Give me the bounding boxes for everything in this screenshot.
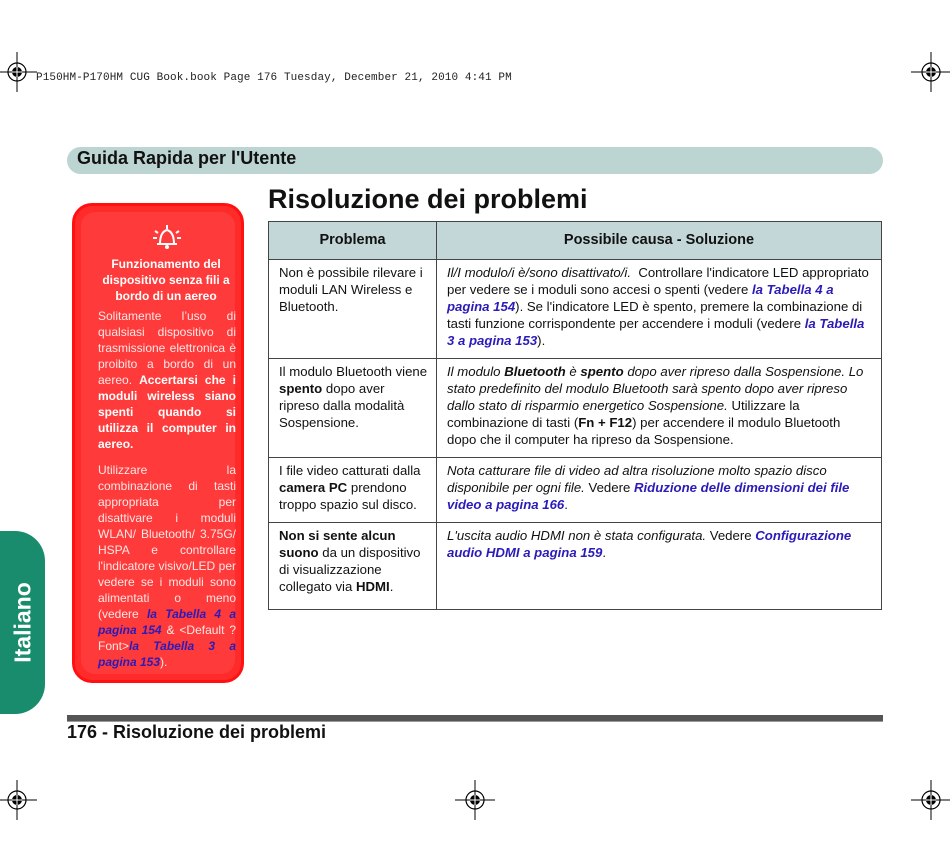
cause-text: Il modulo xyxy=(447,364,501,379)
note-text: ). xyxy=(160,655,168,669)
solution-text: . xyxy=(602,545,607,560)
solution-text: Vedere xyxy=(588,480,631,495)
page-footer: 176 - Risoluzione dei problemi xyxy=(67,722,327,742)
cause-emphasis: spento xyxy=(580,364,624,379)
problem-cell xyxy=(269,458,437,523)
link-riduzione-video[interactable]: Riduzione delle dimensioni dei file video a pagina 166 xyxy=(447,480,850,512)
link-tabella-4[interactable]: la Tabella 4 a pagina 154 xyxy=(447,282,834,314)
column-header-problem: Problema xyxy=(269,222,437,260)
solution-cell xyxy=(437,359,882,458)
cause-text: L'uscita audio HDMI non è stata configurata. xyxy=(447,528,707,543)
note-paragraph-1 xyxy=(98,308,236,452)
problem-cell xyxy=(269,523,437,610)
crop-mark-icon xyxy=(455,780,495,820)
table-header-row xyxy=(269,222,882,260)
table-row xyxy=(269,523,882,610)
key-combo: Fn + F12 xyxy=(578,415,633,430)
bell-icon xyxy=(151,222,183,252)
page-title: Risoluzione dei problemi xyxy=(268,184,588,214)
note-text: Solitamente l’uso di qualsiasi dispositivo di trasmissione elettronica è proibito a bordo di un aereo. xyxy=(98,309,236,387)
cause-text: è xyxy=(569,364,577,379)
problem-cell xyxy=(269,359,437,458)
link-configurazione-hdmi[interactable]: Configurazione audio HDMI a pagina 159 xyxy=(447,528,852,560)
problem-text: da un dispositivo di visualizzazione collegato via xyxy=(279,545,421,594)
table-row xyxy=(269,260,882,359)
cause-text: dopo aver ripreso dalla Sospensione. Lo stato predefinito del modulo Bluetooth sarà spento dopo aver ripreso dallo stato di risparmio energetico Sospensione. xyxy=(447,364,864,413)
crop-mark-icon xyxy=(0,780,37,820)
solution-cell xyxy=(437,523,882,610)
problem-text: Il modulo Bluetooth viene xyxy=(279,364,428,379)
language-tab xyxy=(0,531,45,714)
solution-text: Vedere xyxy=(709,528,752,543)
problem-text: Non è possibile rilevare i moduli LAN Wireless e Bluetooth. xyxy=(279,265,423,314)
print-header: P150HM-P170HM CUG Book.book Page 176 Tuesday, December 21, 2010 4:41 PM xyxy=(36,72,512,84)
solution-text: Utilizzare la combinazione di tasti ( xyxy=(447,398,800,430)
problem-text: dopo aver ripreso dalla modalità Sospensione. xyxy=(279,381,405,430)
link-tabella-3[interactable]: la Tabella 3 a pagina 153 xyxy=(98,639,236,669)
crop-mark-icon xyxy=(911,780,950,820)
note-text: & <Default ? Font> xyxy=(98,623,236,653)
airplane-wireless-note xyxy=(72,203,244,683)
note-paragraph-2 xyxy=(98,462,236,670)
column-header-solution: Possibile causa - Soluzione xyxy=(437,222,882,260)
solution-text: . xyxy=(564,497,568,512)
solution-cell xyxy=(437,458,882,523)
link-tabella-4[interactable]: la Tabella 4 a pagina 154 xyxy=(98,607,236,637)
problem-emphasis: HDMI xyxy=(355,579,390,594)
cause-emphasis: Bluetooth xyxy=(504,364,566,379)
crop-mark-icon xyxy=(0,52,37,92)
note-panel xyxy=(81,212,235,674)
table-row xyxy=(269,359,882,458)
solution-text: ). Se l'indicatore LED è spento, premere la combinazione di tasti funzione corrispondente per accendere i moduli (vedere xyxy=(447,299,863,331)
cause-text: Nota catturare file di video ad altra risoluzione molto spazio disco disponibile per ogni file. xyxy=(447,463,827,495)
note-text: Utilizzare la combinazione di tasti appropriata per disattivare i moduli WLAN/ Bluetooth/ 3.75G/ HSPA e controllare l'indicatore visivo/LED per vedere se i moduli sono alimentati o meno (vedere xyxy=(98,463,236,621)
note-warning: Accertarsi che i moduli wireless siano spenti quando si utilizza il computer in aereo. xyxy=(98,373,236,451)
language-tab-label: Italiano xyxy=(9,582,36,663)
cause-text: Il/I modulo/i è/sono disattivato/i. xyxy=(447,265,631,280)
solution-text: ) per accendere il modulo Bluetooth dopo che il computer ha ripreso da Sospensione. xyxy=(447,415,841,447)
note-heading: Funzionamento del dispositivo senza fili a bordo di un aereo xyxy=(102,257,230,303)
problem-text: . xyxy=(389,579,394,594)
crop-mark-icon xyxy=(911,52,950,92)
problem-text: I file video catturati dalla xyxy=(279,463,421,478)
troubleshooting-table xyxy=(268,221,882,610)
solution-cell xyxy=(437,260,882,359)
table-row xyxy=(269,458,882,523)
problem-cell xyxy=(269,260,437,359)
problem-emphasis: spento xyxy=(279,381,323,396)
solution-text: Controllare l'indicatore LED appropriato per vedere se i moduli sono accesi o spenti (vedere xyxy=(447,265,869,297)
band-title: Guida Rapida per l'Utente xyxy=(77,148,297,168)
problem-emphasis: Non si sente alcun suono xyxy=(279,528,396,560)
link-tabella-3[interactable]: la Tabella 3 a pagina 153 xyxy=(447,316,865,348)
problem-emphasis: camera PC xyxy=(279,480,348,495)
solution-text: ). xyxy=(537,333,546,348)
problem-text: prendono troppo spazio sul disco. xyxy=(279,480,417,512)
